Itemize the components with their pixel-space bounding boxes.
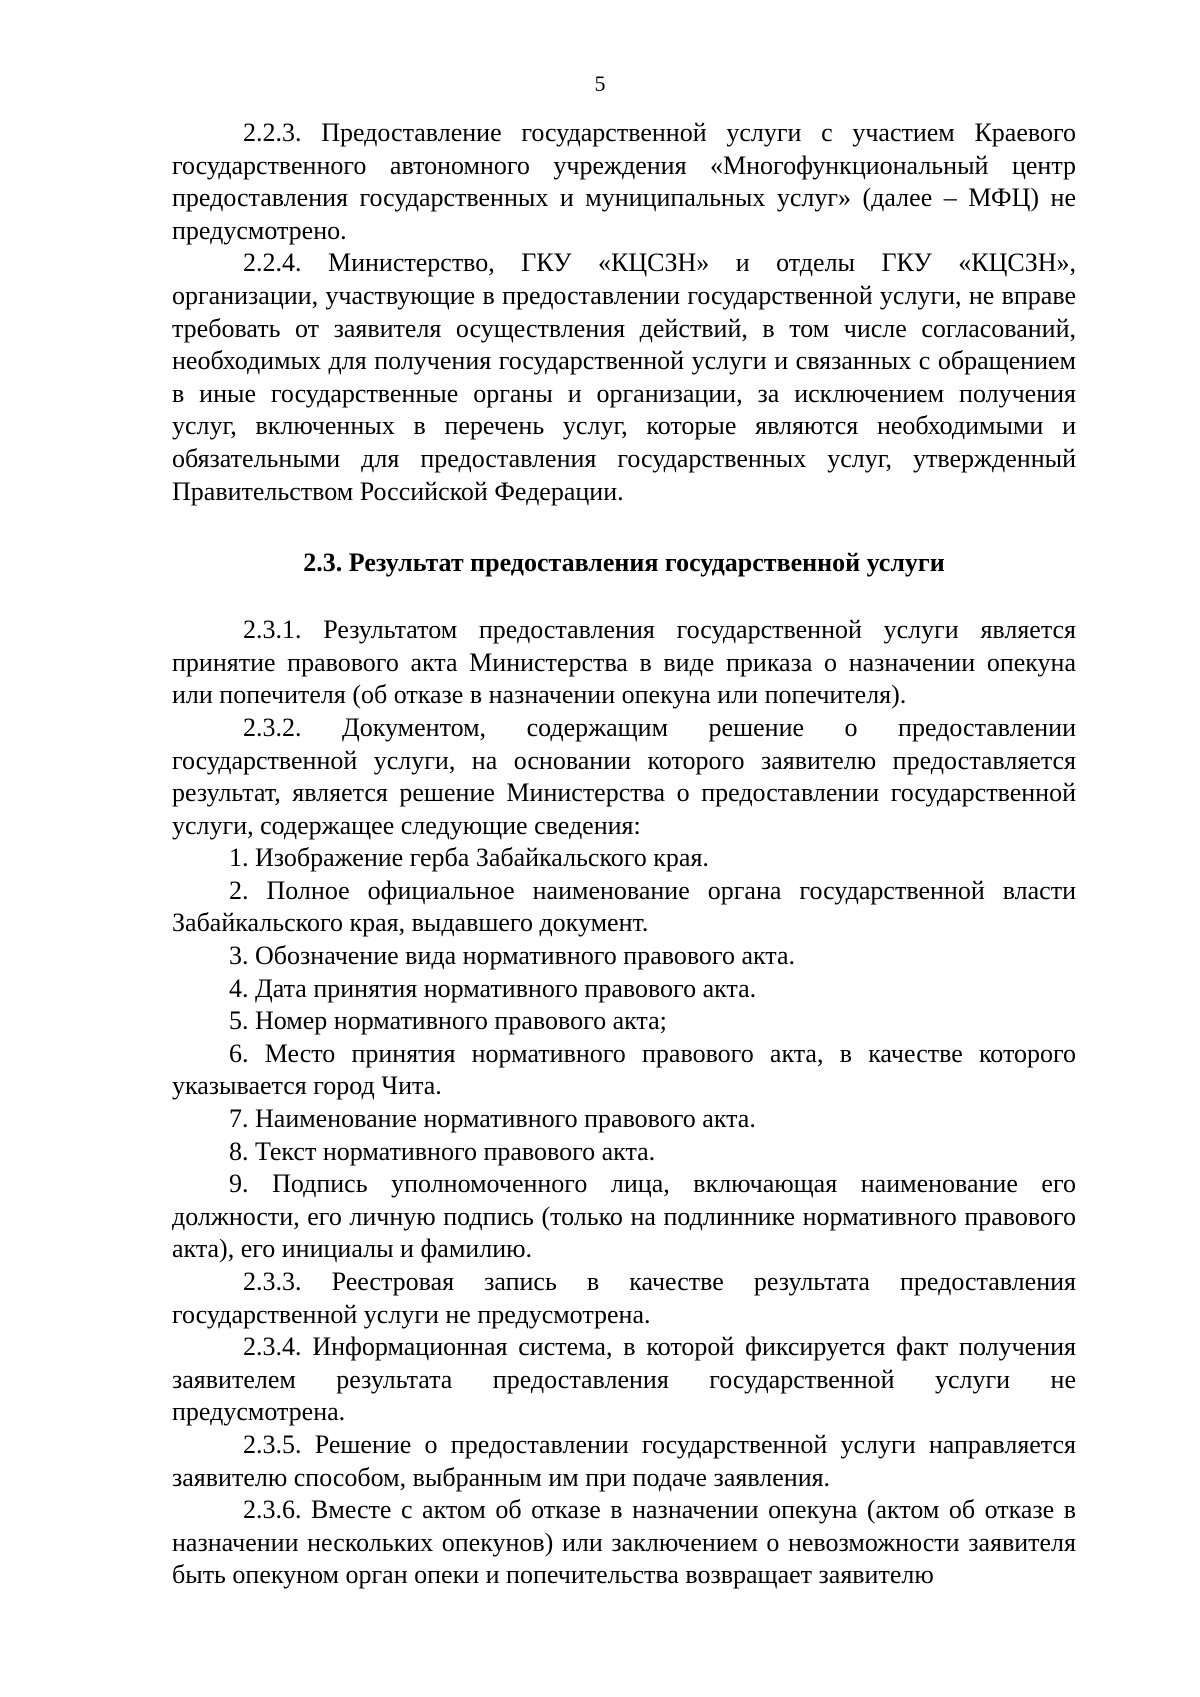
list-item: 6. Место принятия нормативного правового акта, в качестве которого указывается город Чита.: [172, 1038, 1076, 1101]
paragraph-2-2-3: 2.2.3. Предоставление государственной услуги с участием Краевого государственного автономного учреждения «Многофункциональный центр предоставления государственных и муниципальных услуг» (далее – МФЦ) не предусмотрено.: [172, 118, 1076, 245]
list-item: 8. Текст нормативного правового акта.: [229, 1136, 656, 1166]
document-body: [172, 117, 1076, 1592]
section-heading-2-3: 2.3. Результат предоставления государственной услуги: [303, 548, 945, 578]
paragraph-2-3-2: 2.3.2. Документом, содержащим решение о предоставлении государственной услуги, на основании которого заявителю предоставляется результат, является решение Министерства о предоставлении государственной услуги, содержащее следующие сведения:: [172, 712, 1076, 840]
paragraph-2-3-6: 2.3.6. Вместе с актом об отказе в назначении опекуна (актом об отказе в назначении нескольких опекунов) или заключением о невозможности заявителя быть опекуном орган опеки и попечительства возвращает заявителю: [172, 1495, 1076, 1590]
list-item: 2. Полное официальное наименование органа государственной власти Забайкальского края, выдавшего документ.: [172, 875, 1076, 938]
paragraph-2-3-4: 2.3.4. Информационная система, в которой фиксируется факт получения заявителем результата предоставления государственной услуги не предусмотрена.: [172, 1332, 1076, 1427]
paragraph-2-3-5: 2.3.5. Решение о предоставлении государственной услуги направляется заявителю способом, выбранным им при подаче заявления.: [172, 1429, 1076, 1492]
page-number: 5: [594, 71, 606, 96]
list-item: 7. Наименование нормативного правового акта.: [229, 1104, 756, 1134]
paragraph-2-3-3: 2.3.3. Реестровая запись в качестве результата предоставления государственной услуги не предусмотрена.: [172, 1267, 1076, 1329]
list-item: 9. Подпись уполномоченного лица, включающая наименование его должности, его личную подпись (только на подлиннике нормативного правового акта), его инициалы и фамилию.: [172, 1169, 1076, 1264]
list-item: 4. Дата принятия нормативного правового акта.: [229, 973, 757, 1003]
paragraph-2-2-4: 2.2.4. Министерство, ГКУ «КЦСЗН» и отделы ГКУ «КЦСЗН», организации, участвующие в предоставлении государственной услуги, не вправе требовать от заявителя осуществления действий, в том числе согласований, необходимых для получения государственной услуги и связанных с обращением в иные государственные органы и организации, за исключением получения услуг, включенных в перечень услуг, которые являются необходимыми и обязательными для предоставления государственных услуг, утвержденный Правительством Российской Федерации.: [172, 248, 1076, 506]
list-item: 1. Изображение герба Забайкальского края.: [229, 843, 709, 873]
list-item: 5. Номер нормативного правового акта;: [229, 1006, 667, 1036]
paragraph-2-3-1: 2.3.1. Результатом предоставления государственной услуги является принятие правового акта Министерства в виде приказа о назначении опекуна или попечителя (об отказе в назначении опекуна или попечителя).: [172, 615, 1076, 710]
list-item: 3. Обозначение вида нормативного правового акта.: [229, 941, 795, 971]
